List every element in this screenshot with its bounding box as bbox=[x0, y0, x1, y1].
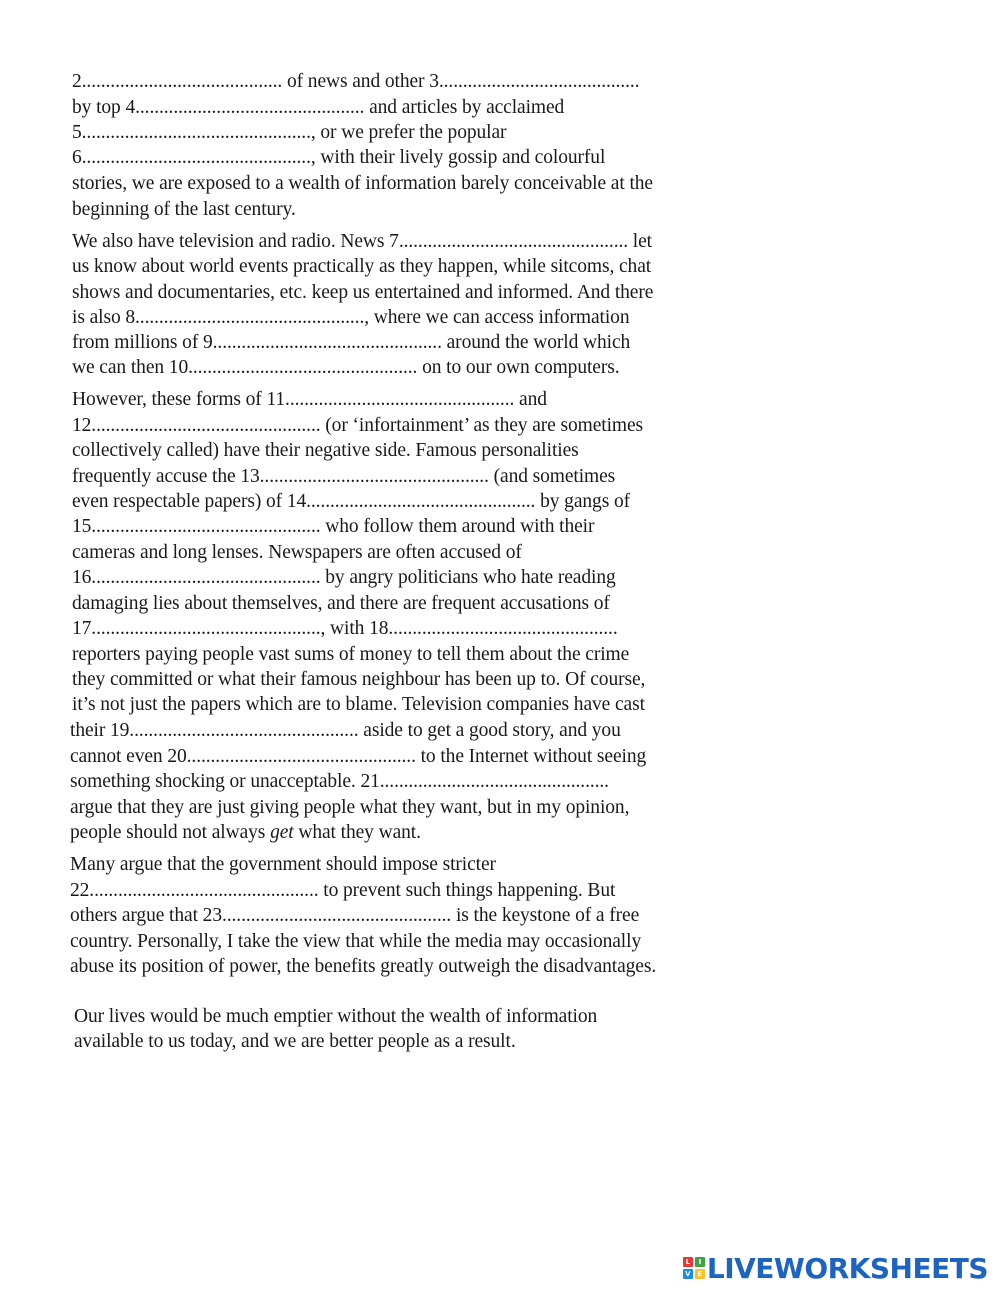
logo-tile: I bbox=[695, 1257, 705, 1267]
text-line: cameras and long lenses. Newspapers are often accused of bbox=[72, 542, 522, 563]
logo-mark-icon bbox=[683, 1257, 705, 1279]
text-line: 5................................................, or we prefer the popular bbox=[72, 122, 507, 143]
text-line: abuse its position of power, the benefits greatly outweigh the disadvantages. bbox=[70, 956, 657, 977]
text-line: reporters paying people vast sums of money to tell them about the crime bbox=[72, 644, 630, 665]
text-line: However, these forms of 11................................................ and bbox=[72, 389, 547, 410]
text-line: their 19................................................ aside to get a good story, and you bbox=[70, 720, 621, 741]
text-line: others argue that 23................................................ is the keystone of a free bbox=[70, 905, 640, 926]
text-line: beginning of the last century. bbox=[72, 199, 296, 220]
text-line: damaging lies about themselves, and there are frequent accusations of bbox=[72, 593, 610, 614]
text-line: 22................................................ to prevent such things happening. But bbox=[70, 880, 616, 901]
text-line: is also 8................................................, where we can access information bbox=[72, 307, 630, 328]
text-line: from millions of 9................................................ around the world which bbox=[72, 332, 631, 353]
text-line: Our lives would be much emptier without the wealth of information bbox=[74, 1006, 598, 1027]
text-line bbox=[70, 820, 421, 845]
logo-tile: E bbox=[695, 1269, 705, 1279]
text-line: 16................................................ by angry politicians who hate reading bbox=[72, 567, 616, 588]
text-line: 17................................................, with 18................................................ bbox=[72, 618, 618, 639]
text-line: shows and documentaries, etc. keep us entertained and informed. And there bbox=[72, 282, 654, 303]
text-line: country. Personally, I take the view that while the media may occasionally bbox=[70, 931, 642, 952]
liveworksheets-logo[interactable] bbox=[683, 1250, 988, 1286]
text-line: something shocking or unacceptable. 21................................................ bbox=[70, 771, 609, 792]
brand-name: LIVEWORKSHEETS bbox=[706, 1251, 988, 1285]
text-line: argue that they are just giving people what they want, but in my opinion, bbox=[70, 797, 630, 818]
italic-emphasis: get bbox=[270, 822, 294, 843]
text-line: Many argue that the government should impose stricter bbox=[70, 854, 496, 875]
text-line: 2.......................................... of news and other 3.......................................... bbox=[72, 71, 640, 92]
text-line: 6................................................, with their lively gossip and colourful bbox=[72, 147, 606, 168]
text-line: 15................................................ who follow them around with their bbox=[72, 516, 595, 537]
text-line: collectively called) have their negative side. Famous personalities bbox=[72, 440, 579, 461]
text-line: it’s not just the papers which are to blame. Television companies have cast bbox=[72, 694, 645, 715]
text-line: us know about world events practically as they happen, while sitcoms, chat bbox=[72, 256, 652, 277]
text-line: We also have television and radio. News 7................................................ let bbox=[72, 231, 652, 252]
text-run: what they want. bbox=[293, 822, 421, 843]
text-line: frequently accuse the 13................................................ (and sometimes bbox=[72, 466, 616, 487]
logo-tile: V bbox=[683, 1269, 693, 1279]
text-line: stories, we are exposed to a wealth of information barely conceivable at the bbox=[72, 173, 653, 194]
text-line: even respectable papers) of 14................................................ by gangs of bbox=[72, 491, 630, 512]
text-line: available to us today, and we are better people as a result. bbox=[74, 1031, 516, 1052]
text-line: by top 4................................................ and articles by acclaimed bbox=[72, 97, 565, 118]
text-line: 12................................................ (or ‘infortainment’ as they are sometimes bbox=[72, 415, 643, 436]
logo-tile: L bbox=[683, 1257, 693, 1267]
text-run: people should not always bbox=[70, 822, 271, 843]
text-line: we can then 10................................................ on to our own computers. bbox=[72, 357, 620, 378]
text-line: cannot even 20................................................ to the Internet without seeing bbox=[70, 746, 647, 767]
text-line: they committed or what their famous neighbour has been up to. Of course, bbox=[72, 669, 646, 690]
